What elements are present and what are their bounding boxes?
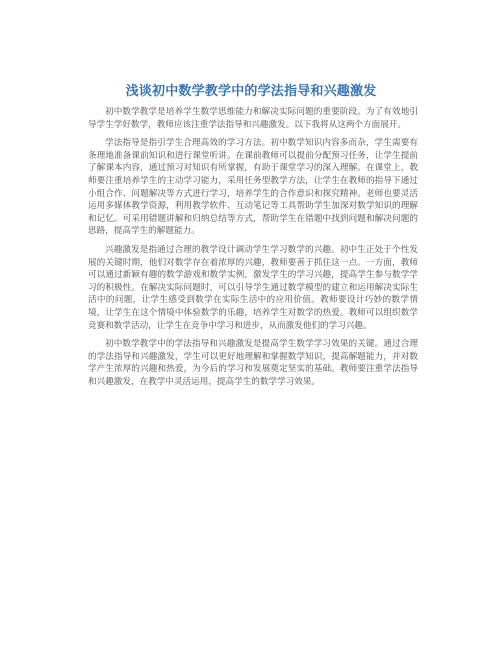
document-title: 浅谈初中数学教学中的学法指导和兴趣激发 bbox=[125, 84, 377, 99]
paragraph-conclusion: 初中数学教学中的学法指导和兴趣激发是提高学生数学学习效果的关键。通过合理的学法指导和兴趣激发，学生可以更好地理解和掌握数学知识，提高解题能力，并对数学产生浓厚的兴趣和热爱，为今后的学习和发展奠定坚实的基础。教师要注重学法指导和兴趣激发，在教学中灵活运用，提高学生的数学学习效果。 bbox=[88, 339, 418, 387]
paragraph-interest: 兴趣激发是指通过合理的教学设计调动学生学习数学的兴趣。初中生正处于个性发展的关键时期，他们对数学存在着浓厚的兴趣，教师要善于抓住这一点。一方面，教师可以通过新颖有趣的数学游戏和数学实例，激发学生的学习兴趣，提高学生参与数学学习的积极性。在解决实际问题时，可以引导学生通过数学模型的建立和运用解决实际生活中的问题，让学生感受到数学在实际生活中的应用价值。教师要设计巧妙的数学情境，让学生在这个情境中体验数学的乐趣，培养学生对数学的热爱。教师可以组织数学竞赛和数学活动，让学生在竞争中学习和进步，从而激发他们的学习兴趣。 bbox=[88, 244, 418, 331]
paragraph-intro: 初中数学教学是培养学生数学思维能力和解决实际问题的重要阶段。为了有效地引导学生学好数学，教师应该注重学法指导和兴趣激发。以下我将从这两个方面展开。 bbox=[88, 107, 418, 130]
paragraph-study-method: 学法指导是指引学生合理高效的学习方法。初中数学知识内容多而杂，学生需要有条理地准备课前知识和进行课堂听讲。在课前教师可以提前分配预习任务，让学生提前了解课本内容，通过预习对知识有所掌握，有助于课堂学习的深入理解。在课堂上，教师要注重培养学生的主动学习能力，采用任务型教学方法，让学生在教师的指导下通过小组合作、问题解决等方式进行学习，培养学生的合作意识和探究精神。老师也要灵活运用多媒体教学资源，利用教学软件、互动笔记等工具帮助学生加深对数学知识的理解和记忆。可采用错题讲解和归纳总结等方式，帮助学生在错题中找到问题和解决问题的思路，提高学生的解题能力。 bbox=[88, 138, 418, 237]
document-body bbox=[88, 106, 418, 394]
